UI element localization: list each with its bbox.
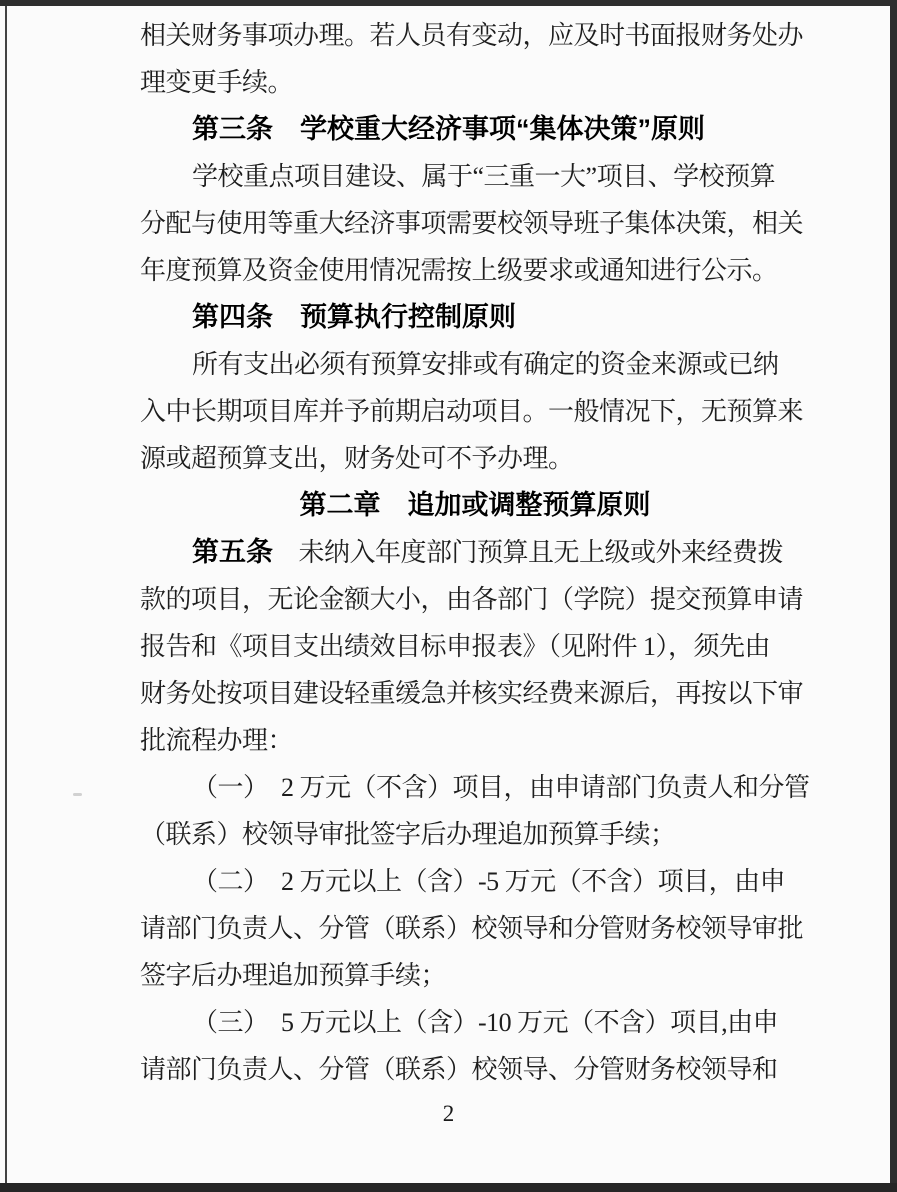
scan-edge-bottom xyxy=(0,1183,897,1192)
body-line: （二） 2 万元以上（含）-5 万元（不含）项目，由申 xyxy=(192,867,786,896)
scan-edge-left xyxy=(5,6,7,1183)
body-line: （三） 5 万元以上（含）-10 万元（不含）项目,由申 xyxy=(192,1008,779,1037)
body-line: 请部门负责人、分管（联系）校领导、分管财务校领导和 xyxy=(140,1055,778,1084)
body-line: 理变更手续。 xyxy=(140,68,294,97)
scan-edge-top xyxy=(0,0,897,6)
body-line: 款的项目，无论金额大小，由各部门（学院）提交预算申请 xyxy=(140,585,804,614)
scan-edge-right xyxy=(890,6,897,1192)
body-line: 学校重点项目建设、属于“三重一大”项目、学校预算 xyxy=(192,162,776,191)
body-line: 请部门负责人、分管（联系）校领导和分管财务校领导审批 xyxy=(140,914,804,943)
body-line: 相关财务事项办理。若人员有变动，应及时书面报财务处办 xyxy=(140,21,804,50)
body-line: （一） 2 万元（不含）项目，由申请部门负责人和分管 xyxy=(192,773,810,802)
body-line: 财务处按项目建设轻重缓急并核实经费来源后，再按以下审 xyxy=(140,679,804,708)
body-line: 分配与使用等重大经济事项需要校领导班子集体决策，相关 xyxy=(140,209,804,238)
body-line: 所有支出必须有预算安排或有确定的资金来源或已纳 xyxy=(192,350,779,379)
article-start-line xyxy=(140,529,810,576)
body-line: 年度预算及资金使用情况需按上级要求或通知进行公示。 xyxy=(140,256,778,285)
article-number-bold: 第五条 xyxy=(192,537,273,567)
chapter-heading: 第二章 追加或调整预算原则 xyxy=(299,490,651,520)
article-heading: 第四条 预算执行控制原则 xyxy=(192,302,516,332)
body-line: 签字后办理追加预算手续； xyxy=(140,961,447,990)
body-run: 未纳入年度部门预算且无上级或外来经费拨 xyxy=(273,538,784,567)
body-line: （联系）校领导审批签字后办理追加预算手续； xyxy=(140,820,676,849)
body-line: 源或超预算支出，财务处可不予办理。 xyxy=(140,444,574,473)
document-body xyxy=(140,12,810,1093)
page-number: 2 xyxy=(442,1101,455,1126)
scan-artifact-speck xyxy=(73,793,82,796)
body-line: 入中长期项目库并予前期启动项目。一般情况下，无预算来 xyxy=(140,397,804,426)
body-line: 报告和《项目支出绩效目标申报表》（见附件 1），须先由 xyxy=(140,632,771,661)
article-heading: 第三条 学校重大经济事项“集体决策”原则 xyxy=(192,114,705,144)
body-line: 批流程办理： xyxy=(140,726,294,755)
